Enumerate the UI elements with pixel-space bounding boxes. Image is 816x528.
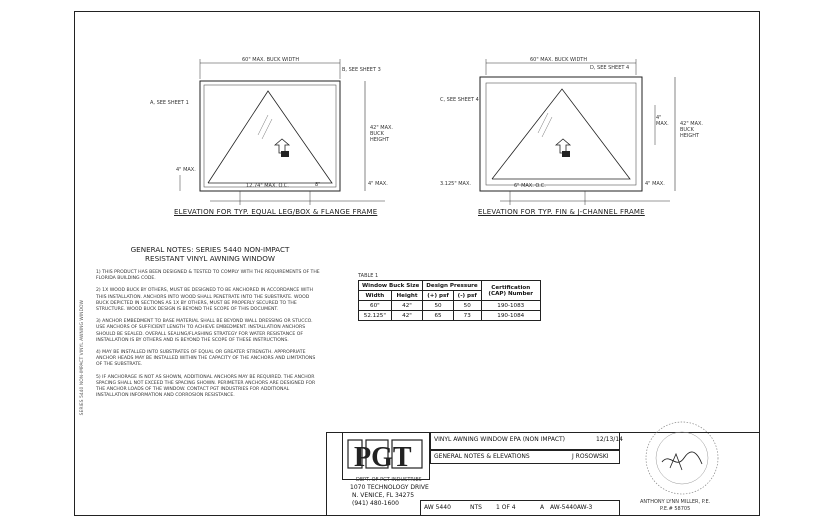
address-line-2: N. VENICE, FL 34275 — [352, 492, 415, 499]
drawing-title: VINYL AWNING WINDOW EPA (NON IMPACT) — [434, 436, 566, 443]
revision: A — [540, 504, 545, 511]
left-elevation — [150, 55, 400, 215]
spec-sub-width: Width — [359, 291, 392, 301]
general-note-1: 1) THIS PRODUCT HAS BEEN DESIGNED & TESTED TO COMPLY WITH THE REQUIREMENTS OF THE FLORIDA BUILDING CODE. — [96, 270, 320, 282]
right-bottom-dim-right: 4" MAX. — [645, 181, 665, 187]
cell-neg: 73 — [453, 311, 481, 321]
left-elevation-drawing — [150, 55, 400, 215]
cell-pos: 50 — [423, 301, 453, 311]
spec-table — [358, 280, 541, 321]
general-note-3: 3) ANCHOR EMBEDMENT TO BASE MATERIAL SHALL BE BEYOND WALL DRESSING OR STUCCO. USE ANCHORS OF SUFFICIENT LENGTH TO ACHIEVE EMBEDMENT. INSTALLATION ANCHORS SHOULD BE SEALED. OVERALL SEALING/FLASHING STRATEGY FOR WATER RESISTANCE OF INSTALLATION IS BY OTHERS AND IS BEYOND THE SCOPE OF THESE INSTRUCTIONS. — [96, 319, 313, 343]
right-elevation — [440, 55, 710, 215]
left-bottom-dim-right: 4" MAX. — [368, 181, 388, 187]
left-bottom-dim-mid: 8" — [315, 182, 321, 188]
table-row — [359, 311, 541, 321]
cell-neg: 50 — [453, 301, 481, 311]
right-see-sheet-top: D, SEE SHEET 4 — [590, 65, 630, 71]
seal-number: P.E.# 58705 — [660, 506, 691, 512]
right-bottom-dim-left: 6" MAX. O.C. — [514, 183, 546, 189]
right-top-dim: 60" MAX. BUCK WIDTH — [530, 57, 588, 63]
table-row — [359, 301, 541, 311]
cell-cap: 190-1084 — [481, 311, 540, 321]
left-see-sheet-left: A, SEE SHEET 1 — [150, 100, 189, 106]
spec-sub-neg: (-) psf — [453, 291, 481, 301]
drawn-by: J ROSOWSKI — [572, 453, 609, 460]
spec-sub-height: Height — [391, 291, 423, 301]
spec-sub-pos: (+) psf — [423, 291, 453, 301]
scale: NTS — [470, 504, 482, 511]
left-height-dim: 42" MAX. BUCK HEIGHT — [370, 125, 394, 143]
left-see-sheet-top: B, SEE SHEET 3 — [342, 67, 381, 73]
drawing-date: 12/13/14 — [596, 436, 623, 443]
general-notes-title: GENERAL NOTES: SERIES 5440 NON-IMPACT RESISTANT VINYL AWNING WINDOW — [130, 245, 290, 263]
right-elevation-caption: ELEVATION FOR TYP. FIN & J-CHANNEL FRAME — [478, 208, 645, 216]
series-number: AW 5440 — [424, 504, 451, 511]
cell-height: 42" — [391, 301, 423, 311]
left-max-left: 4" MAX. — [176, 167, 196, 173]
spec-header-buck-size: Window Buck Size — [359, 281, 423, 291]
drawing-number: AW-5440AW-3 — [550, 504, 593, 511]
drawing-subtitle: GENERAL NOTES & ELEVATIONS — [434, 453, 530, 460]
left-elevation-caption: ELEVATION FOR TYP. EQUAL LEG/BOX & FLANGE FRAME — [174, 208, 378, 216]
logo-text: PGT — [354, 442, 412, 473]
cell-height: 42" — [391, 311, 423, 321]
spec-table-label: TABLE 1 — [358, 273, 379, 279]
right-elevation-drawing — [440, 55, 710, 215]
general-note-2: 2) 1X WOOD BUCK BY OTHERS, MUST BE DESIGNED TO BE ANCHORED IN ACCORDANCE WITH THIS INSTALLATION. ANCHORS INTO WOOD SHALL PENETRATE INTO THE SUBSTRATE. WOOD BUCK DEPICTED IN SECTIONS AS 1X BY OTHERS, MUST BE PROPERLY SECURED TO THE STRUCTURE. WOOD BUCK DESIGN IS BEYOND THE SCOPE OF THIS DOCUMENT. — [96, 288, 313, 313]
cell-cap: 190-1083 — [481, 301, 540, 311]
pgt-logo — [346, 436, 426, 474]
left-margin-note: SERIES 5440 NON-IMPACT VINYL AWNING WINDOW — [80, 300, 85, 416]
cell-width: 60" — [359, 301, 392, 311]
phone: (941) 480-1600 — [352, 500, 399, 507]
cell-width: 52.125" — [359, 311, 392, 321]
general-notes-list — [96, 270, 321, 399]
right-max-left: 3.125" MAX. — [440, 181, 471, 187]
company-line: DEPT. OF PGT INDUSTRIES — [356, 477, 422, 483]
left-bottom-dim-left: 12.74" MAX. O.C. — [246, 183, 289, 189]
seal-name: ANTHONY LYNN MILLER, P.E. — [640, 499, 711, 505]
general-note-5: 5) IF ANCHORAGE IS NOT AS SHOWN, ADDITIONAL ANCHORS MAY BE REQUIRED. THE ANCHOR SPACING SHALL NOT EXCEED THE SPACING SHOWN. PERIMETER ANCHORS ARE DESIGNED FOR THE ANCHOR LOADS OF THE WINDOW. CONTACT PGT INDUSTRIES FOR ADDITIONAL INSTALLATION INFORMATION AND CORROSION RESISTANCE. — [96, 374, 316, 399]
right-height-dim: 42" MAX. BUCK HEIGHT — [680, 121, 704, 139]
spec-header-cap: Certification (CAP) Number — [481, 281, 540, 301]
spec-header-design-pressure: Design Pressure — [423, 281, 481, 291]
right-height-dim2: 4" MAX. — [656, 115, 669, 127]
engineer-seal — [642, 418, 722, 498]
right-see-sheet-left: C, SEE SHEET 4 — [440, 97, 479, 103]
left-top-dim: 60" MAX. BUCK WIDTH — [242, 57, 300, 63]
address-line-1: 1070 TECHNOLOGY DRIVE — [350, 484, 429, 491]
general-note-4: 4) MAY BE INSTALLED INTO SUBSTRATES OF EQUAL OR GREATER STRENGTH. APPROPRIATE ANCHOR HEADS MAY BE INSTALLED WITHIN THE CAPACITY OF THE ANCHORS AND LIMITATIONS OF THE SUBSTRATE. — [96, 350, 316, 368]
sheet-number: 1 OF 4 — [496, 504, 516, 511]
cell-pos: 65 — [423, 311, 453, 321]
